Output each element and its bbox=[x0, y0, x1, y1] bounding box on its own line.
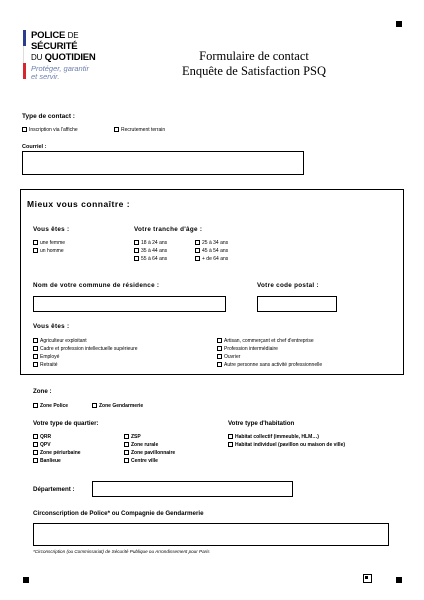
quarter-option[interactable]: Zone pavillonnaire bbox=[124, 450, 175, 457]
checkbox[interactable] bbox=[195, 248, 200, 253]
checkbox[interactable] bbox=[92, 403, 97, 408]
logo-line-2: SÉCURITÉ bbox=[31, 41, 78, 52]
profession-option[interactable]: Ouvrier bbox=[217, 354, 240, 361]
department-field[interactable] bbox=[92, 481, 293, 497]
housing-option-individual[interactable]: Habitat individuel (pavillon ou maison de ville) bbox=[228, 442, 345, 449]
checkbox[interactable] bbox=[228, 434, 233, 439]
checkbox[interactable] bbox=[33, 442, 38, 447]
quarter-option[interactable]: QRR bbox=[33, 434, 51, 441]
commune-label: Nom de votre commune de résidence : bbox=[33, 282, 160, 289]
checkbox[interactable] bbox=[124, 442, 129, 447]
checkbox[interactable] bbox=[33, 403, 38, 408]
corner-mark-bottom-left bbox=[23, 577, 29, 583]
checkbox[interactable] bbox=[33, 248, 38, 253]
checkbox[interactable] bbox=[33, 362, 38, 367]
age-option[interactable]: 25 à 34 ans bbox=[195, 240, 228, 247]
checkbox[interactable] bbox=[33, 354, 38, 359]
checkbox[interactable] bbox=[33, 346, 38, 351]
quarter-option[interactable]: QPV bbox=[33, 442, 51, 449]
quarter-option[interactable]: Banlieue bbox=[33, 458, 61, 465]
logo-line-3: DU QUOTIDIEN bbox=[31, 52, 96, 63]
profession-option[interactable]: Employé bbox=[33, 354, 59, 361]
logo-flag-bar bbox=[23, 30, 26, 79]
profession-option[interactable]: Retraité bbox=[33, 362, 58, 369]
checkbox[interactable] bbox=[134, 256, 139, 261]
circumscription-label: Circonscription de Police* ou Compagnie de Gendarmerie bbox=[33, 510, 204, 517]
checkbox[interactable] bbox=[217, 354, 222, 359]
checkbox[interactable] bbox=[33, 240, 38, 245]
gender-label: Vous êtes : bbox=[33, 226, 70, 233]
checkbox[interactable] bbox=[134, 248, 139, 253]
quarter-option[interactable]: Zone périurbaine bbox=[33, 450, 81, 457]
checkbox[interactable] bbox=[195, 240, 200, 245]
zone-label: Zone : bbox=[33, 388, 52, 395]
housing-option-collective[interactable]: Habitat collectif (immeuble, HLM…) bbox=[228, 434, 319, 441]
corner-mark-top-right bbox=[396, 21, 402, 27]
checkbox[interactable] bbox=[33, 450, 38, 455]
contact-type-label: Type de contact : bbox=[22, 113, 75, 120]
profession-option[interactable]: Artisan, commerçant et chef d'entreprise bbox=[217, 338, 314, 345]
quarter-option[interactable]: ZSP bbox=[124, 434, 141, 441]
footnote: *Circonscription (ou Commissariat) de Sécurité Publique ou Arrondissement pour Paris bbox=[33, 549, 210, 554]
checkbox[interactable] bbox=[22, 127, 27, 132]
circumscription-field[interactable] bbox=[33, 523, 389, 546]
quarter-option[interactable]: Centre ville bbox=[124, 458, 158, 465]
corner-mark-bottom-right bbox=[396, 577, 402, 583]
gender-option-male[interactable]: un homme bbox=[33, 248, 64, 255]
postal-code-field[interactable] bbox=[257, 296, 337, 312]
contact-option-field[interactable]: Recrutement terrain bbox=[114, 127, 165, 134]
gender-option-female[interactable]: une femme bbox=[33, 240, 65, 247]
zone-option-police[interactable]: Zone Police bbox=[33, 403, 68, 410]
form-subtitle: Enquête de Satisfaction PSQ bbox=[181, 64, 327, 78]
checkbox[interactable] bbox=[195, 256, 200, 261]
profession-option[interactable]: Cadre et profession intellectuelle supérieure bbox=[33, 346, 138, 353]
logo-slogan-2: et servir. bbox=[31, 72, 60, 81]
age-option[interactable]: + de 64 ans bbox=[195, 256, 228, 263]
checkbox[interactable] bbox=[114, 127, 119, 132]
form-title: Formulaire de contact bbox=[199, 49, 309, 63]
about-you-title: Mieux vous connaître : bbox=[27, 199, 131, 209]
checkbox[interactable] bbox=[124, 458, 129, 463]
logo-line-1: POLICE DE bbox=[31, 30, 79, 41]
profession-label: Vous êtes : bbox=[33, 323, 70, 330]
checkbox[interactable] bbox=[217, 338, 222, 343]
checkbox[interactable] bbox=[134, 240, 139, 245]
email-label: Courriel : bbox=[22, 144, 47, 150]
age-option[interactable]: 18 à 24 ans bbox=[134, 240, 167, 247]
checkbox[interactable] bbox=[124, 434, 129, 439]
profession-option[interactable]: Profession intermédiaire bbox=[217, 346, 278, 353]
zone-option-gendarmerie[interactable]: Zone Gendarmerie bbox=[92, 403, 143, 410]
email-field[interactable] bbox=[22, 151, 304, 175]
checkbox[interactable] bbox=[228, 442, 233, 447]
checkbox[interactable] bbox=[33, 338, 38, 343]
page-mark-box bbox=[363, 574, 372, 583]
quarter-type-label: Votre type de quartier: bbox=[33, 420, 99, 427]
quarter-option[interactable]: Zone rurale bbox=[124, 442, 158, 449]
age-option[interactable]: 35 à 44 ans bbox=[134, 248, 167, 255]
checkbox[interactable] bbox=[217, 346, 222, 351]
age-range-label: Votre tranche d'âge : bbox=[134, 226, 203, 233]
postal-code-label: Votre code postal : bbox=[257, 282, 319, 289]
contact-option-poster[interactable]: Inscription via l'affiche bbox=[22, 127, 78, 134]
housing-type-label: Votre type d'habitation bbox=[228, 420, 295, 427]
logo-slogan-1: Protéger, garantir bbox=[31, 64, 89, 73]
checkbox[interactable] bbox=[33, 434, 38, 439]
profession-option[interactable]: Agriculteur exploitant bbox=[33, 338, 87, 345]
department-label: Département : bbox=[33, 486, 75, 493]
age-option[interactable]: 45 à 54 ans bbox=[195, 248, 228, 255]
profession-option[interactable]: Autre personne sans activité professionnelle bbox=[217, 362, 322, 369]
checkbox[interactable] bbox=[124, 450, 129, 455]
age-option[interactable]: 55 à 64 ans bbox=[134, 256, 167, 263]
checkbox[interactable] bbox=[217, 362, 222, 367]
checkbox[interactable] bbox=[33, 458, 38, 463]
commune-field[interactable] bbox=[33, 296, 226, 312]
